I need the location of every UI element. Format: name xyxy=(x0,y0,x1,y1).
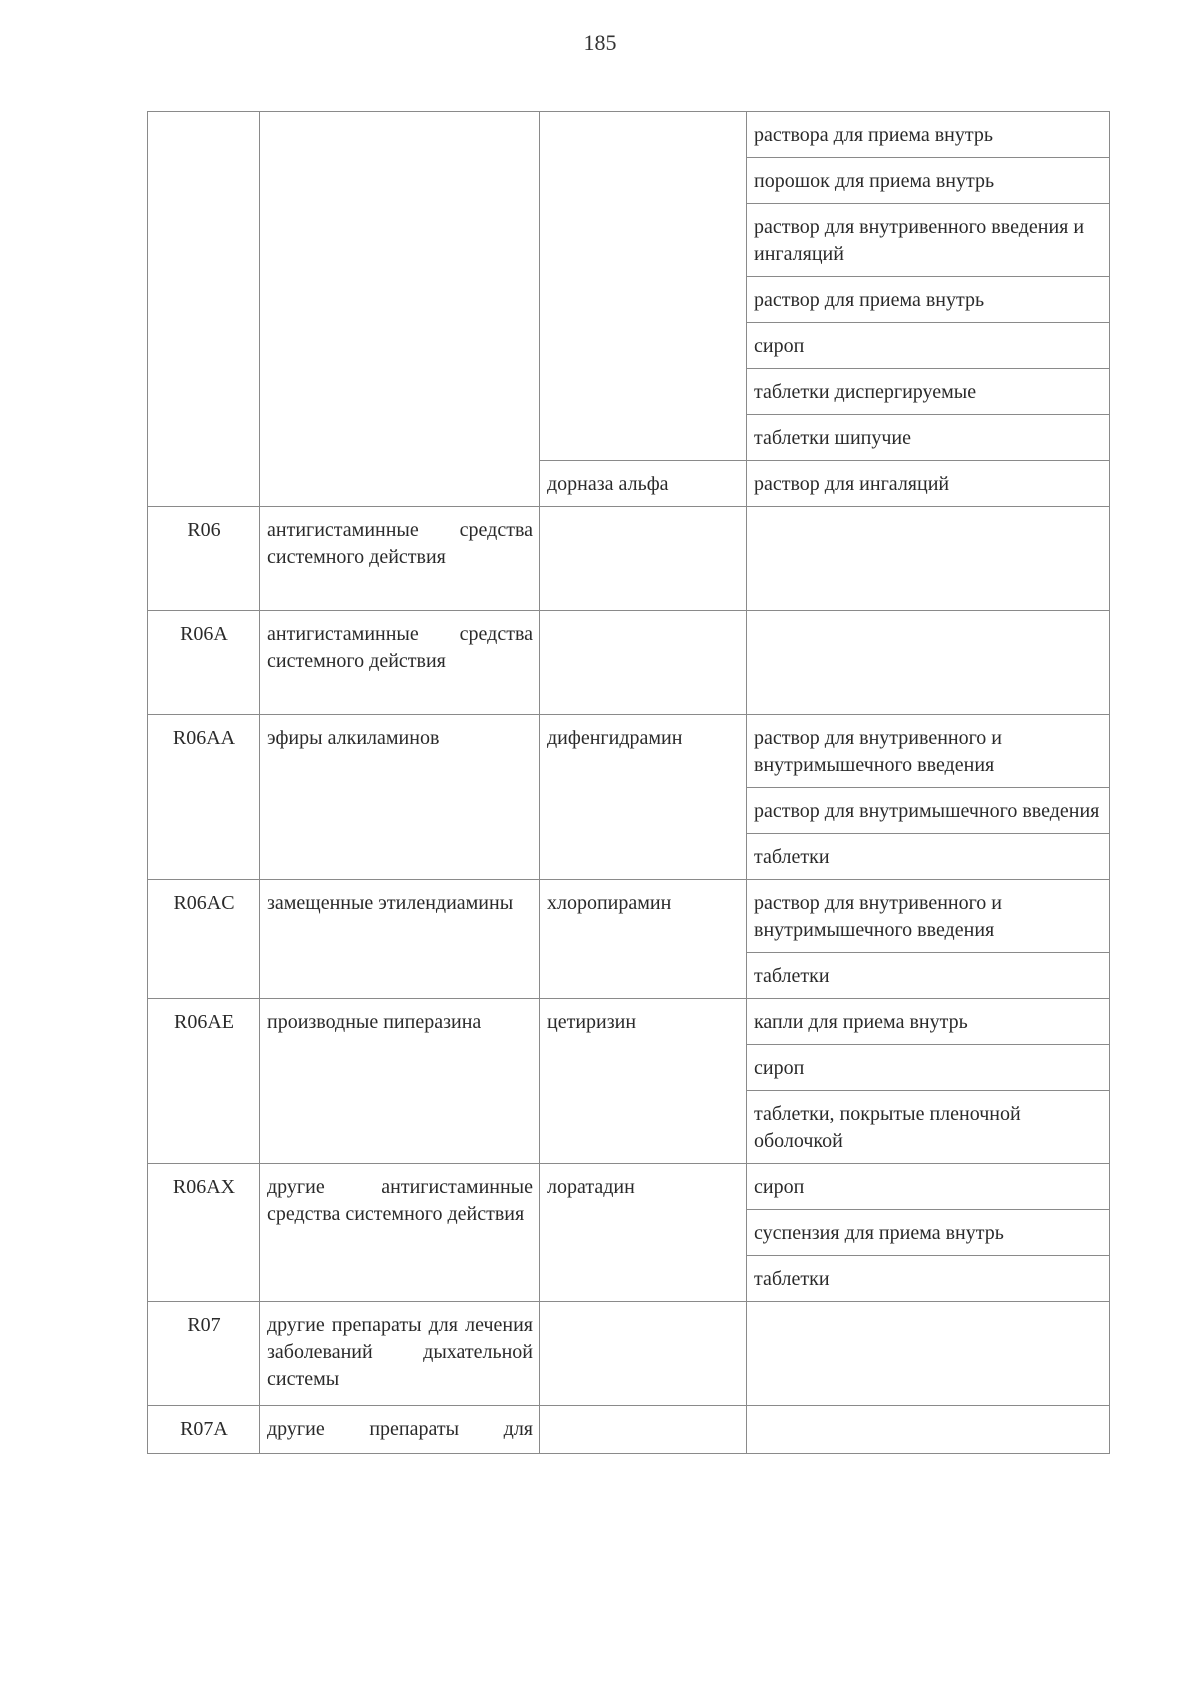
table-row xyxy=(148,507,1110,611)
form-cell xyxy=(747,1302,1110,1406)
page-number: 185 xyxy=(583,30,617,55)
form-cell: раствор для внутривенного и внутримышечного введения xyxy=(747,715,1110,788)
group-cell: эфиры алкиламинов xyxy=(260,715,540,880)
form-cell xyxy=(747,507,1110,611)
group-cell xyxy=(260,1406,540,1454)
table-row xyxy=(148,112,1110,158)
drug-cell xyxy=(540,611,747,715)
form-cell: таблетки шипучие xyxy=(747,415,1110,461)
drug-cell: дорназа альфа xyxy=(540,461,747,507)
form-cell: порошок для приема внутрь xyxy=(747,158,1110,204)
group-cell: другие антигистаминные средства системного действия xyxy=(260,1164,540,1302)
drug-cell xyxy=(540,1406,747,1454)
table-row xyxy=(148,1406,1110,1454)
form-cell: таблетки диспергируемые xyxy=(747,369,1110,415)
drug-classification-table xyxy=(147,111,1110,1454)
form-cell: раствор для приема внутрь xyxy=(747,277,1110,323)
code-cell: R07A xyxy=(148,1406,260,1454)
table-row xyxy=(148,1164,1110,1210)
drug-cell: хлоропирамин xyxy=(540,880,747,999)
form-cell: таблетки xyxy=(747,834,1110,880)
form-cell: раствор для внутримышечного введения xyxy=(747,788,1110,834)
code-cell: R06AC xyxy=(148,880,260,999)
table-row xyxy=(148,1302,1110,1406)
group-cell: антигистаминные средства системного действия xyxy=(260,507,540,611)
form-cell: раствора для приема внутрь xyxy=(747,112,1110,158)
drug-cell xyxy=(540,112,747,461)
group-cell xyxy=(260,112,540,507)
form-cell: таблетки xyxy=(747,953,1110,999)
form-cell: раствор для внутривенного введения и ингаляций xyxy=(747,204,1110,277)
drug-cell xyxy=(540,1302,747,1406)
drug-cell: дифенгидрамин xyxy=(540,715,747,880)
table-row xyxy=(148,999,1110,1045)
group-text: другие препараты для xyxy=(267,1418,533,1440)
form-cell: раствор для ингаляций xyxy=(747,461,1110,507)
group-cell: другие препараты для лечения заболеваний дыхательной системы xyxy=(260,1302,540,1406)
code-cell: R07 xyxy=(148,1302,260,1406)
table-row xyxy=(148,611,1110,715)
code-cell: R06A xyxy=(148,611,260,715)
table-row xyxy=(148,880,1110,953)
drug-cell: лоратадин xyxy=(540,1164,747,1302)
code-cell: R06AX xyxy=(148,1164,260,1302)
form-cell: таблетки xyxy=(747,1256,1110,1302)
form-cell: сироп xyxy=(747,1164,1110,1210)
form-cell: капли для приема внутрь xyxy=(747,999,1110,1045)
group-cell: производные пиперазина xyxy=(260,999,540,1164)
code-cell xyxy=(148,112,260,507)
form-cell xyxy=(747,1406,1110,1454)
code-cell: R06 xyxy=(148,507,260,611)
form-cell: суспензия для приема внутрь xyxy=(747,1210,1110,1256)
code-cell: R06AE xyxy=(148,999,260,1164)
form-cell: таблетки, покрытые пленочной оболочкой xyxy=(747,1091,1110,1164)
drug-cell: цетиризин xyxy=(540,999,747,1164)
group-cell: замещенные этилендиамины xyxy=(260,880,540,999)
group-cell: антигистаминные средства системного действия xyxy=(260,611,540,715)
form-cell: раствор для внутривенного и внутримышечного введения xyxy=(747,880,1110,953)
drug-cell xyxy=(540,507,747,611)
form-cell: сироп xyxy=(747,1045,1110,1091)
form-cell: сироп xyxy=(747,323,1110,369)
form-cell xyxy=(747,611,1110,715)
table-row xyxy=(148,715,1110,788)
code-cell: R06AA xyxy=(148,715,260,880)
